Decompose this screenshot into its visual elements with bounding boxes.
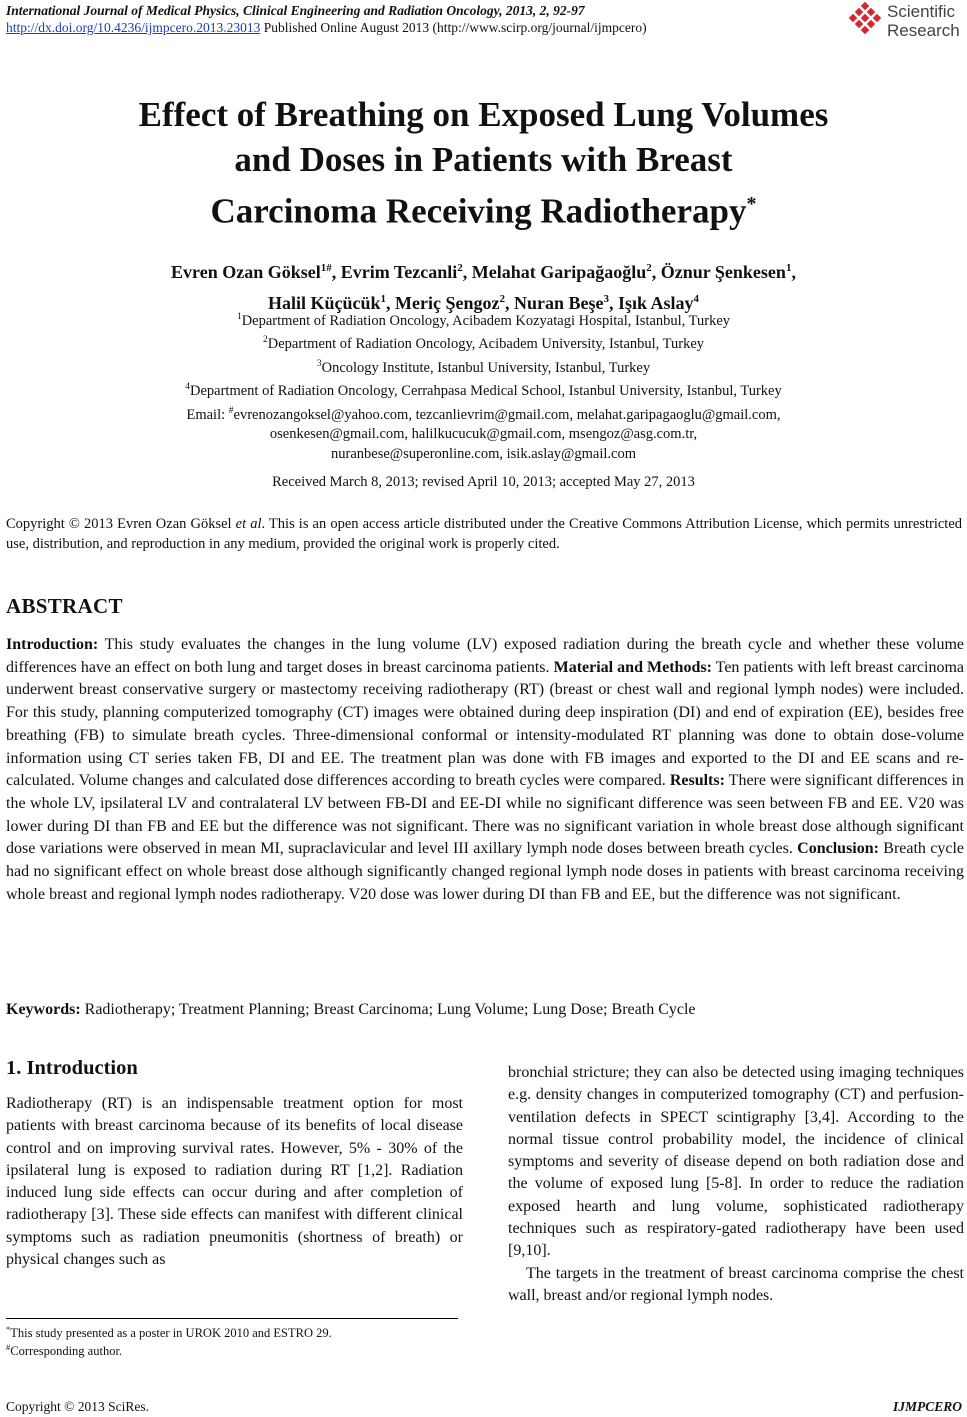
- footer-copyright: Copyright © 2013 SciRes.: [6, 1399, 150, 1414]
- keywords: [6, 1001, 696, 1019]
- paragraph: The targets in the treatment of breast carcinoma comprise the chest wall, breast and/or regional lymph nodes.: [508, 1264, 964, 1304]
- title-footnote-mark: *: [746, 193, 757, 215]
- affiliation: [0, 355, 967, 378]
- title-line2: and Doses in Patients with Breast: [234, 140, 733, 179]
- author: Melahat Garipağaoğlu: [471, 262, 647, 282]
- column-right: [508, 1062, 964, 1307]
- paper-title: [0, 92, 967, 234]
- logo-line1: Scientific: [887, 2, 956, 21]
- author: Meriç Şengoz: [395, 293, 500, 313]
- author-sup: 3: [603, 293, 609, 305]
- footnote: [6, 1340, 122, 1359]
- author: Evrim Tezcanli: [340, 262, 458, 282]
- author-sep: ,: [791, 262, 796, 282]
- affiliation-sup: 2: [262, 335, 268, 346]
- results-text: There were significant differences in the whole LV, ipsilateral LV and contralateral LV between FB-DI and EE-DI while no significant difference was seen between FB and EE. V20 was lower during DI than FB and EE but the difference was not significant. There was no significant variation in whole breast dose although significant dose variations were observed in mean MI, supraclavicular and level III axillary lymph node doses between breath cycles.: [6, 772, 964, 858]
- author-sep: ,: [462, 262, 472, 282]
- publisher-logo: [845, 2, 963, 42]
- author-line1: [0, 255, 967, 286]
- affiliation-sup: 1: [236, 312, 242, 322]
- footnote-text: Corresponding author.: [10, 1344, 123, 1359]
- affiliation-text: Department of Radiation Oncology, Acibadem Kozyatagi Hospital, Istanbul, Turkey: [241, 312, 731, 329]
- author: Halil Küçücük: [267, 293, 381, 313]
- copyright-notice: [6, 514, 962, 554]
- copyright-post: . This is an open access article distributed under the Creative Commons Attribution License, which permits unrestricted use, distribution, and reproduction in any medium, provided the original work is properly cited.: [6, 516, 963, 552]
- doi-line: [6, 19, 647, 36]
- abstract-heading: ABSTRACT: [6, 594, 123, 618]
- conclusion-label: Conclusion:: [797, 840, 879, 858]
- affiliation-text: Department of Radiation Oncology, Acibadem University, Istanbul, Turkey: [267, 336, 705, 353]
- affiliation-sup: 4: [185, 382, 191, 393]
- footnote-divider: [6, 1318, 458, 1319]
- journal-citation-line: [6, 2, 647, 19]
- footnote-text: This study presented as a poster in UROK 2010 and ESTRO 29.: [10, 1326, 332, 1341]
- email-mark: #: [228, 405, 234, 416]
- author-sup: 1#: [320, 262, 332, 274]
- copyright-pre: Copyright © 2013 Evren Ozan Göksel: [6, 516, 236, 532]
- abstract-body: [6, 634, 964, 906]
- author-sup: 1: [380, 293, 386, 305]
- email-line2: osenkesen@gmail.com, halilkucucuk@gmail.com, msengoz@asg.com.tr,: [269, 426, 698, 443]
- footnote-mark: *: [6, 1324, 11, 1334]
- author-sup: 1: [785, 262, 792, 274]
- affiliation-text: Oncology Institute, Istanbul University, Istanbul, Turkey: [321, 359, 651, 376]
- conclusion-text: Breath cycle had no significant effect on whole breast dose although significantly changed regional lymph node doses in patients with breast carcinoma receiving whole breast and regional lymph nodes radiotherapy. V20 dose was lower during DI than FB and EE, but the difference was not significant.: [6, 840, 964, 903]
- footnote-mark: #: [6, 1342, 11, 1352]
- copyright-etal: et al: [235, 516, 262, 532]
- author: Işık Aslay: [617, 293, 694, 313]
- keywords-text: Radiotherapy; Treatment Planning; Breast Carcinoma; Lung Volume; Lung Dose; Breath Cycle: [80, 1001, 696, 1018]
- doi-link[interactable]: http://dx.doi.org/10.4236/ijmpcero.2013.23013: [6, 20, 261, 35]
- affiliation: [0, 331, 967, 354]
- email-line1: [0, 402, 967, 425]
- logo-line2: Research: [887, 21, 960, 40]
- keywords-label: Keywords:: [6, 1001, 81, 1018]
- author-sep: ,: [651, 262, 661, 282]
- author-sup: 4: [693, 293, 700, 305]
- intro-text: This study evaluates the changes in the lung volume (LV) exposed radiation during the breath cycle and whether these volume differences have an effect on both lung and target doses in breast carcinoma patients.: [6, 636, 964, 676]
- affiliation: [0, 378, 967, 401]
- email-line3: nuranbese@superonline.com, isik.aslay@gmail.com: [331, 445, 636, 462]
- title-line1: Effect of Breathing on Exposed Lung Volumes: [138, 95, 829, 134]
- footnote: [6, 1322, 332, 1341]
- author-sup: 2: [646, 262, 652, 274]
- email-label: Email:: [186, 406, 229, 423]
- running-header: [6, 2, 647, 36]
- affiliation-sup: 3: [316, 358, 322, 369]
- author-sup: 2: [457, 262, 463, 274]
- citation: , 2013, 2, 92-97: [499, 3, 585, 18]
- methods-text: Ten patients with left breast carcinoma underwent breast conservative surgery or mastectomy receiving radiotherapy (RT) (breast or chest wall and regional lymph nodes) were included. For this study, planning computerized tomography (CT) images were obtained during deep inspiration (DI) and end of expiration (EE), besides free breathing (FB) to simulate breath cycles. Three-dimensional conformal or intensity-modulated RT planning was done to obtain dose-volume information using CT series taken FB, DI and EE. The treatment plan was done with FB images and exported to the DI and EE scans and re-calculated. Volume changes and calculated dose differences according to breath cycles were compared.: [6, 658, 965, 790]
- title-line3-text: Carcinoma Receiving Radiotherapy: [210, 191, 747, 231]
- scientific-research-logo-icon: [845, 2, 885, 42]
- email-addresses: evrenozangoksel@yahoo.com, tezcanlievrim@gmail.com, melahat.garipagaoglu@gmail.com,: [233, 406, 781, 423]
- author: Evren Ozan Göksel: [171, 262, 321, 282]
- affiliations: [0, 308, 967, 464]
- title-line3: [0, 182, 967, 234]
- column-left: [6, 1093, 463, 1271]
- intro-label: Introduction:: [6, 636, 99, 653]
- journal-name: International Journal of Medical Physics, Clinical Engineering and Radiation Oncology: [6, 3, 500, 18]
- paragraph: Radiotherapy (RT) is an indispensable treatment option for most patients with breast carcinoma because of its benefits of local disease control and on improving survival rates. However, 5% - 30% of the ipsilateral lung is exposed to radiation during RT [1,2]. Radiation induced lung side effects can occur during and after completion of radiotherapy [3]. These side effects can manifest with different clinical symptoms such as radiation pneumonitis (shortness of breath) or physical changes such as: [6, 1095, 463, 1269]
- author: Nuran Beşe: [513, 293, 604, 313]
- received-dates: Received March 8, 2013; revised April 10, 2013; accepted May 27, 2013: [272, 474, 695, 490]
- author-sep: ,: [504, 293, 514, 313]
- results-label: Results:: [669, 772, 725, 790]
- logo-text: [887, 2, 960, 40]
- methods-label: Material and Methods:: [553, 658, 712, 676]
- author: Öznur Şenkesen: [660, 262, 786, 282]
- affiliation-text: Department of Radiation Oncology, Cerrahpasa Medical School, Istanbul University, Istanbul, Turkey: [190, 383, 782, 400]
- footer-journal-abbrev: IJMPCERO: [892, 1399, 962, 1414]
- affiliation: [0, 308, 967, 331]
- author-sep: ,: [608, 293, 618, 313]
- paragraph: bronchial stricture; they can also be detected using imaging techniques e.g. density changes in computerized tomography (CT) and perfusion-ventilation defects in SPECT scintigraphy [3,4]. According to the normal tissue control probability model, the incidence of clinical symptoms and severity of disease depend on both radiation dose and the volume of exposed lung [5-8]. In order to reduce the radiation exposed hearth and lung volume, sophisticated radiotherapy techniques such as respiratory-gated radiotherapy have been used [9,10].: [508, 1064, 964, 1260]
- section-heading: 1. Introduction: [6, 1057, 138, 1079]
- author-sep: ,: [331, 262, 341, 282]
- author-sep: ,: [386, 293, 395, 313]
- published-online: Published Online August 2013 (http://www.scirp.org/journal/ijmpcero): [260, 20, 647, 35]
- author-sup: 2: [499, 293, 505, 305]
